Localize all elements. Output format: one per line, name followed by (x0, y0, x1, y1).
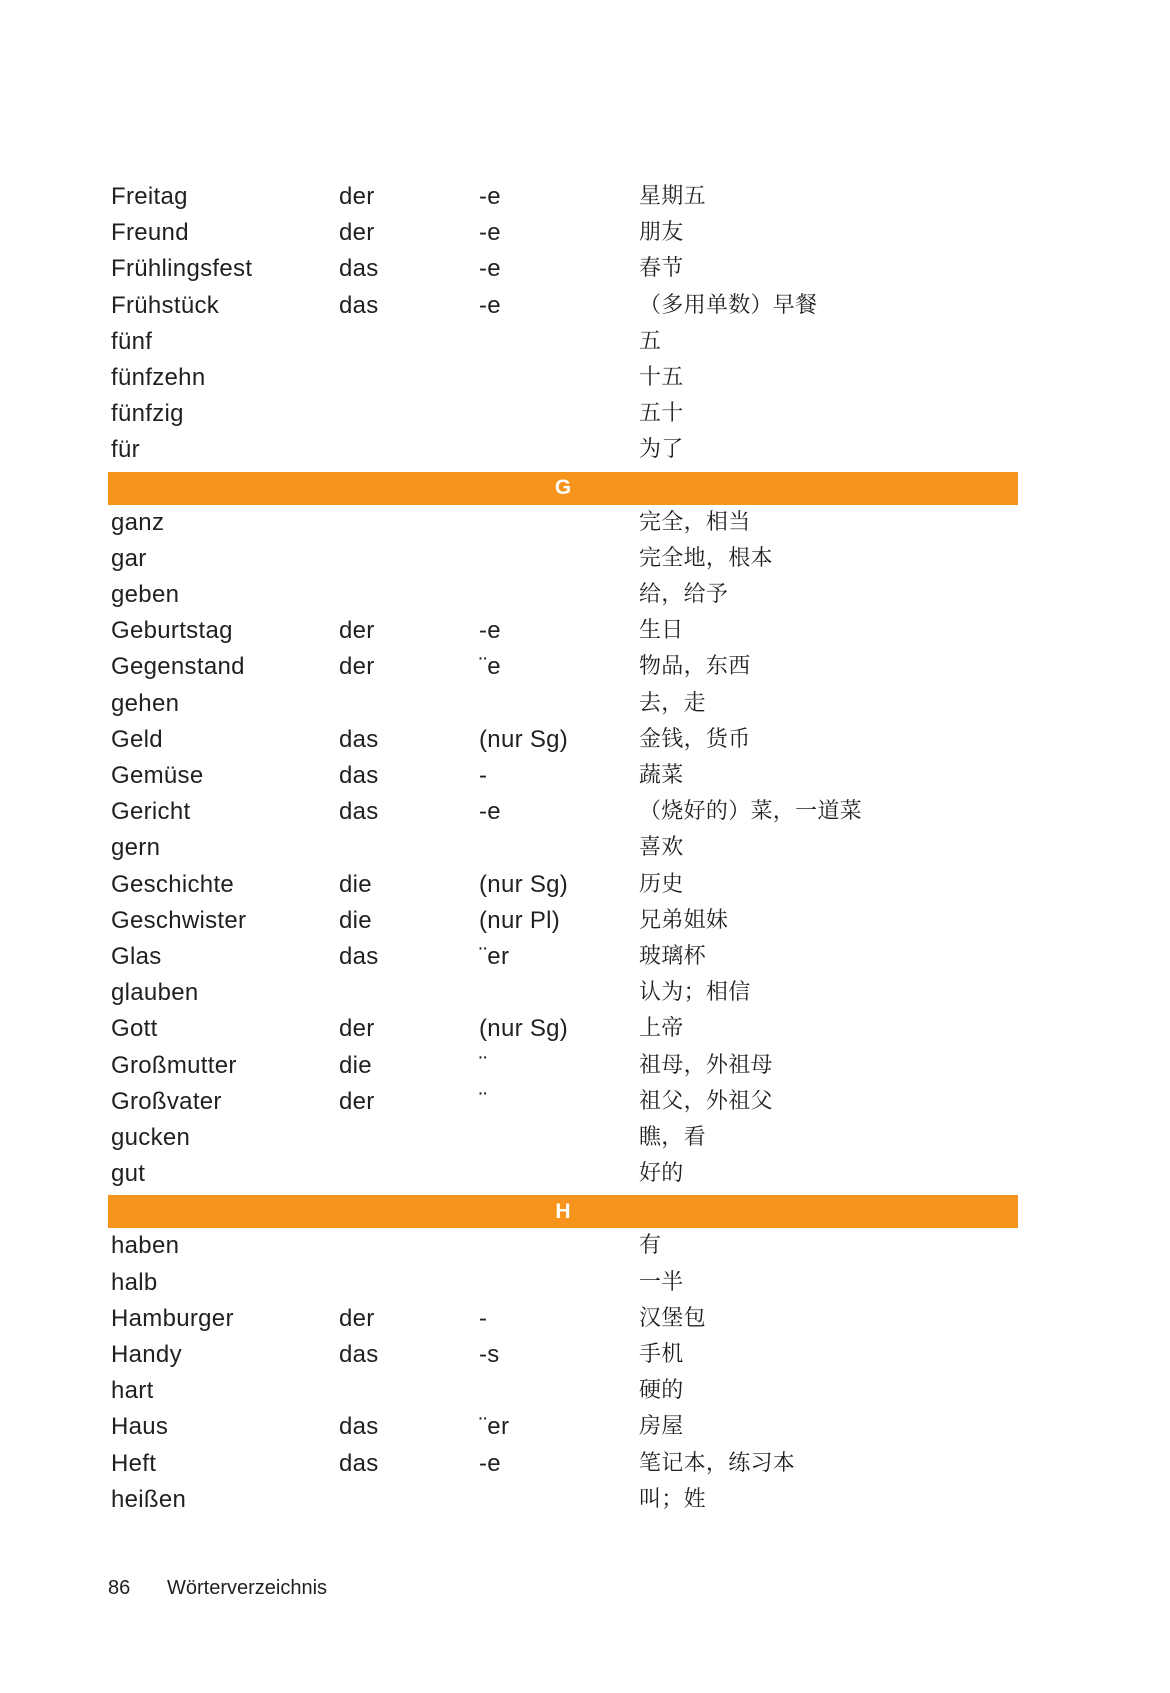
vocab-entry (0, 1229, 1170, 1265)
entry-article: der (339, 219, 375, 247)
entry-plural: ¨er (479, 942, 510, 970)
vocab-entry (0, 1447, 1170, 1483)
entry-word: Freund (111, 219, 189, 247)
entry-meaning: 物品，东西 (639, 654, 751, 680)
entry-meaning: 硬的 (639, 1378, 684, 1404)
entry-article: die (339, 906, 372, 934)
vocab-entry (0, 1338, 1170, 1374)
vocab-entry (0, 795, 1170, 831)
entry-plural: - (479, 762, 488, 789)
entry-word: Gemüse (111, 762, 204, 789)
entry-article: das (339, 798, 379, 826)
entry-plural: ¨ (479, 1051, 488, 1079)
vocab-entry (0, 687, 1170, 723)
entry-plural: -s (479, 1341, 500, 1368)
vocab-entry (0, 1121, 1170, 1157)
entry-meaning: 蔬菜 (639, 763, 684, 788)
vocab-entry (0, 976, 1170, 1012)
vocab-entry (0, 1374, 1170, 1410)
entry-meaning: 一半 (639, 1269, 684, 1295)
entry-word: fünfzehn (111, 363, 206, 391)
entry-word: Gericht (111, 798, 191, 826)
entry-meaning: 叫；姓 (639, 1486, 706, 1512)
entry-word: Geburtstag (111, 617, 233, 645)
entry-word: Glas (111, 942, 162, 970)
vocab-entry (0, 1483, 1170, 1519)
entry-meaning: 生日 (639, 618, 684, 644)
entry-word: fünfzig (111, 400, 184, 428)
entry-word: hart (111, 1377, 154, 1405)
entry-meaning: 汉堡包 (639, 1305, 706, 1331)
entry-meaning: 朋友 (639, 220, 684, 246)
entry-meaning: 去，走 (639, 690, 706, 716)
vocab-entry (0, 216, 1170, 252)
entry-meaning: 春节 (639, 256, 684, 282)
entry-meaning: 为了 (639, 437, 684, 463)
entry-article: der (339, 1304, 375, 1332)
entry-plural: -e (479, 291, 501, 319)
entry-meaning: （烧好的）菜，一道菜 (639, 799, 863, 825)
entry-article: das (339, 942, 379, 970)
vocab-entry (0, 614, 1170, 650)
vocab-entry (0, 723, 1170, 759)
entry-meaning: 上帝 (639, 1016, 684, 1042)
entry-word: Freitag (111, 183, 188, 210)
entry-meaning: 笔记本，练习本 (639, 1450, 796, 1476)
entry-word: gehen (111, 689, 180, 717)
entry-article: das (339, 1449, 379, 1477)
section-header-h (0, 1193, 1170, 1229)
entry-plural: -e (479, 617, 501, 645)
vocab-entry (0, 397, 1170, 433)
entry-article: der (339, 183, 375, 210)
vocab-entry (0, 289, 1170, 325)
entry-word: gar (111, 544, 147, 572)
entry-article: das (339, 725, 379, 753)
entry-meaning: 五十 (639, 401, 684, 427)
entry-meaning: 星期五 (639, 184, 706, 209)
page-number: 86 (108, 1577, 131, 1599)
entry-word: gucken (111, 1123, 191, 1151)
entry-article: der (339, 653, 375, 681)
entry-meaning: 认为；相信 (639, 980, 751, 1006)
entry-article: das (339, 762, 379, 789)
entry-word: Gott (111, 1015, 158, 1043)
section-letter: H (555, 1199, 571, 1223)
entry-word: Frühstück (111, 291, 220, 319)
entry-meaning: 五 (639, 328, 662, 354)
entry-word: Gegenstand (111, 653, 245, 681)
entry-meaning: 喜欢 (639, 835, 684, 861)
entry-word: für (111, 436, 140, 464)
vocab-entry (0, 325, 1170, 361)
entry-article: der (339, 617, 375, 645)
entry-plural: -e (479, 1449, 501, 1477)
entry-plural: (nur Sg) (479, 1015, 569, 1043)
entry-word: fünf (111, 327, 153, 355)
entry-meaning: 兄弟姐妹 (639, 907, 729, 933)
entry-article: die (339, 870, 372, 898)
entry-word: Handy (111, 1341, 182, 1368)
entry-plural: ¨er (479, 1413, 510, 1441)
section-bar (108, 472, 1018, 505)
entry-word: Frühlingsfest (111, 255, 253, 283)
vocab-entry (0, 831, 1170, 867)
entry-word: Heft (111, 1449, 157, 1477)
entry-plural: -e (479, 219, 501, 247)
entry-word: Haus (111, 1413, 169, 1441)
entry-article: der (339, 1087, 375, 1115)
vocab-entry (0, 252, 1170, 288)
entry-plural: -e (479, 798, 501, 826)
entry-plural: -e (479, 255, 501, 283)
entry-meaning: 祖父，外祖父 (639, 1088, 773, 1114)
entry-meaning: 祖母，外祖母 (639, 1052, 773, 1078)
vocab-entry (0, 361, 1170, 397)
entry-article: das (339, 255, 379, 283)
entry-word: gut (111, 1160, 146, 1188)
entry-meaning: 有 (639, 1233, 662, 1259)
vocab-entry (0, 180, 1170, 216)
vocab-entry (0, 1012, 1170, 1048)
entry-meaning: 瞧，看 (639, 1124, 706, 1150)
entry-word: Hamburger (111, 1304, 234, 1332)
entry-plural: (nur Pl) (479, 906, 561, 934)
vocab-entry (0, 1266, 1170, 1302)
entry-meaning: 手机 (639, 1342, 684, 1367)
entry-meaning: 玻璃杯 (639, 943, 706, 969)
entry-meaning: 好的 (639, 1161, 684, 1187)
vocab-entry (0, 542, 1170, 578)
vocab-entry (0, 1049, 1170, 1085)
vocab-entry (0, 1302, 1170, 1338)
entry-meaning: 完全，相当 (639, 509, 751, 535)
vocab-entry (0, 433, 1170, 469)
vocab-entry (0, 1410, 1170, 1446)
section-letter: G (554, 476, 572, 499)
entry-word: Geschwister (111, 906, 247, 934)
section-header-g (0, 470, 1170, 506)
entry-meaning: 金钱，货币 (639, 726, 751, 752)
entry-article: das (339, 291, 379, 319)
entry-word: Großvater (111, 1087, 222, 1115)
entry-article: die (339, 1051, 372, 1079)
vocab-entry (0, 940, 1170, 976)
entry-meaning: 完全地，根本 (639, 545, 773, 571)
vocab-entry (0, 506, 1170, 542)
entry-plural: (nur Sg) (479, 870, 569, 898)
vocab-entry (0, 578, 1170, 614)
entry-word: haben (111, 1232, 180, 1260)
vocab-entry (0, 1157, 1170, 1193)
vocabulary-list (0, 180, 1170, 1519)
entry-article: das (339, 1413, 379, 1441)
entry-word: geben (111, 581, 180, 609)
entry-word: Großmutter (111, 1051, 237, 1079)
entry-word: heißen (111, 1485, 187, 1513)
entry-article: das (339, 1341, 379, 1368)
entry-meaning: 房屋 (639, 1414, 684, 1440)
entry-plural: ¨e (479, 653, 501, 681)
entry-plural: - (479, 1304, 488, 1332)
entry-word: Geld (111, 725, 163, 753)
vocab-entry (0, 759, 1170, 795)
entry-word: halb (111, 1268, 158, 1296)
entry-plural: ¨ (479, 1087, 488, 1115)
entry-article: der (339, 1015, 375, 1043)
section-bar (108, 1195, 1018, 1228)
entry-plural: (nur Sg) (479, 725, 569, 753)
vocab-entry (0, 904, 1170, 940)
vocab-entry (0, 1085, 1170, 1121)
entry-meaning: （多用单数）早餐 (639, 292, 818, 318)
entry-plural: -e (479, 183, 501, 210)
entry-word: gern (111, 834, 161, 862)
entry-meaning: 历史 (639, 871, 684, 897)
entry-word: Geschichte (111, 870, 235, 898)
entry-word: glauben (111, 979, 199, 1007)
entry-word: ganz (111, 508, 165, 536)
footer-title: Wörterverzeichnis (167, 1577, 328, 1599)
entry-meaning: 十五 (639, 364, 684, 390)
vocab-entry (0, 868, 1170, 904)
entry-meaning: 给，给予 (639, 582, 729, 608)
vocab-entry (0, 650, 1170, 686)
